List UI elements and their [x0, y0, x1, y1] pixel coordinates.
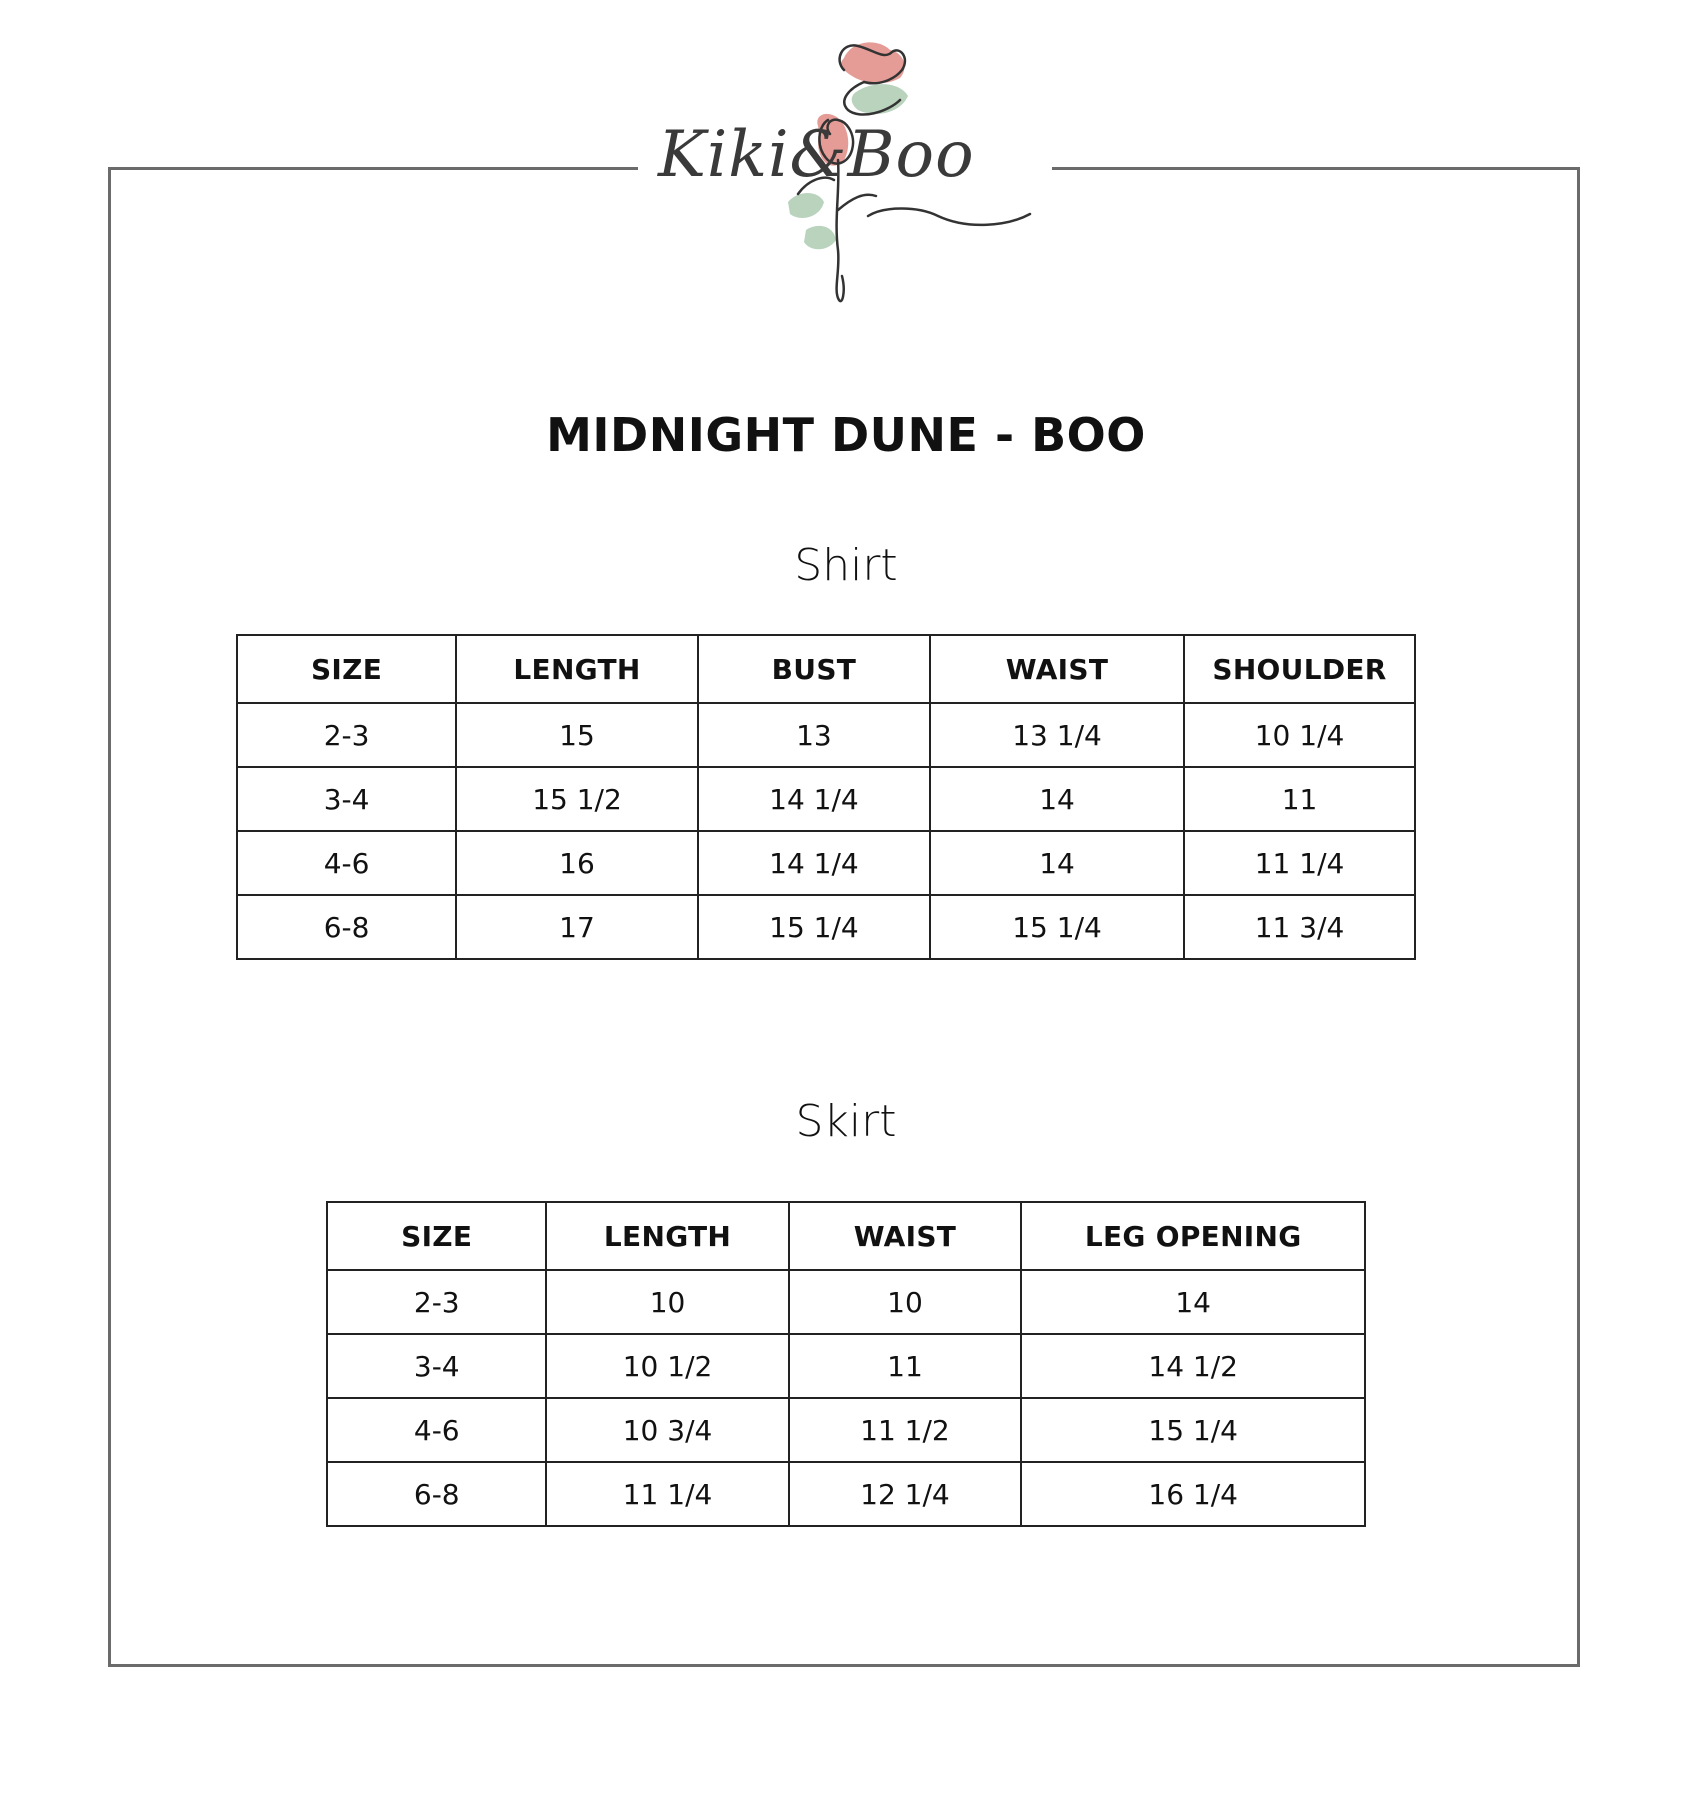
table-row: [237, 831, 1415, 895]
table-cell: 10 3/4: [546, 1398, 788, 1462]
table-row: [327, 1398, 1365, 1462]
table-row: [327, 1334, 1365, 1398]
table-cell: 2-3: [237, 703, 456, 767]
logo-leaf-lower: [804, 226, 836, 249]
table-cell: 11 1/4: [1184, 831, 1415, 895]
table-cell: 11: [789, 1334, 1022, 1398]
table-cell: 10: [546, 1270, 788, 1334]
table-cell: 15 1/4: [698, 895, 930, 959]
table-cell: 16 1/4: [1021, 1462, 1365, 1526]
shirt-heading: Shirt: [794, 540, 898, 591]
table-cell: 11: [1184, 767, 1415, 831]
logo-wordmark: Kiki&Boo: [658, 118, 975, 192]
table-cell: 14 1/4: [698, 831, 930, 895]
table-header-row: [237, 635, 1415, 703]
table-cell: 13: [698, 703, 930, 767]
table-cell: 14: [1021, 1270, 1365, 1334]
table-cell: 15 1/4: [1021, 1398, 1365, 1462]
skirt-heading: Skirt: [795, 1096, 897, 1147]
table-row: [237, 767, 1415, 831]
table-cell: 12 1/4: [789, 1462, 1022, 1526]
table-cell: 14 1/4: [698, 767, 930, 831]
table-cell: 15 1/2: [456, 767, 698, 831]
table-cell: 11 1/2: [789, 1398, 1022, 1462]
column-header: SIZE: [327, 1202, 546, 1270]
table-row: [237, 895, 1415, 959]
table-cell: 15: [456, 703, 698, 767]
table-cell: 14 1/2: [1021, 1334, 1365, 1398]
table-cell: 17: [456, 895, 698, 959]
column-header: LEG OPENING: [1021, 1202, 1365, 1270]
shirt-size-table: [236, 634, 1416, 960]
column-header: SHOULDER: [1184, 635, 1415, 703]
table-row: [237, 703, 1415, 767]
logo-leaf-left: [788, 193, 824, 218]
table-cell: 3-4: [237, 767, 456, 831]
table-header-row: [327, 1202, 1365, 1270]
table-cell: 15 1/4: [930, 895, 1184, 959]
table-cell: 2-3: [327, 1270, 546, 1334]
column-header: BUST: [698, 635, 930, 703]
column-header: WAIST: [930, 635, 1184, 703]
table-cell: 16: [456, 831, 698, 895]
table-cell: 4-6: [327, 1398, 546, 1462]
table-cell: 10 1/2: [546, 1334, 788, 1398]
brand-logo: [638, 30, 1052, 320]
table-cell: 11 1/4: [546, 1462, 788, 1526]
table-cell: 11 3/4: [1184, 895, 1415, 959]
column-header: WAIST: [789, 1202, 1022, 1270]
table-cell: 3-4: [327, 1334, 546, 1398]
table-cell: 6-8: [237, 895, 456, 959]
table-cell: 14: [930, 767, 1184, 831]
table-cell: 10: [789, 1270, 1022, 1334]
column-header: LENGTH: [546, 1202, 788, 1270]
table-cell: 4-6: [237, 831, 456, 895]
table-cell: 10 1/4: [1184, 703, 1415, 767]
table-cell: 6-8: [327, 1462, 546, 1526]
column-header: SIZE: [237, 635, 456, 703]
skirt-size-table: [326, 1201, 1366, 1527]
table-row: [327, 1270, 1365, 1334]
table-cell: 13 1/4: [930, 703, 1184, 767]
table-row: [327, 1462, 1365, 1526]
column-header: LENGTH: [456, 635, 698, 703]
page-title: MIDNIGHT DUNE - BOO: [546, 408, 1146, 462]
table-cell: 14: [930, 831, 1184, 895]
